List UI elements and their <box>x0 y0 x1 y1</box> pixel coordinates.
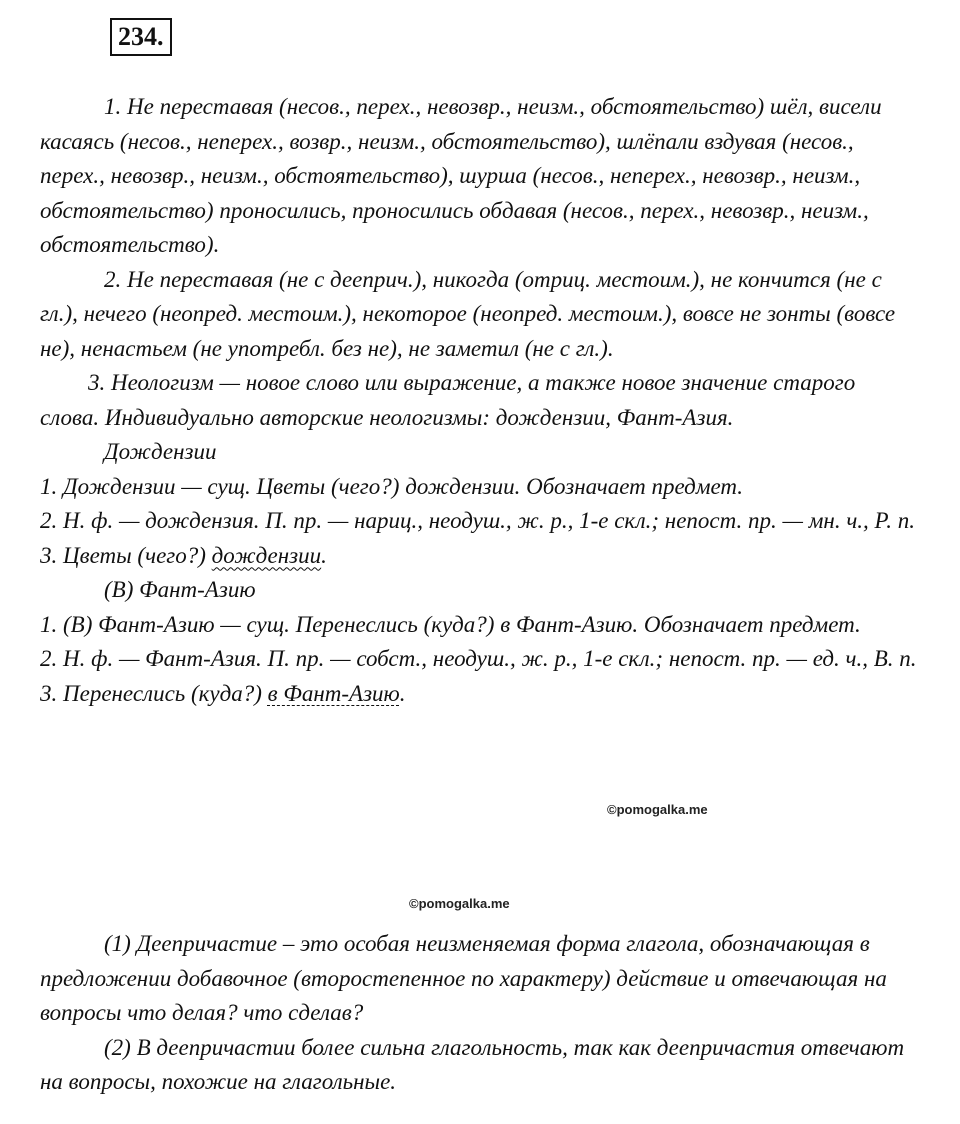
analysis2-heading: (В) Фант-Азию <box>104 577 256 602</box>
main-text <box>40 90 920 711</box>
analysis1-line3 <box>40 539 920 574</box>
section1-para3: 3. Неологизм — новое слово или выражение, а также новое значение старого слова. Индивидуально авторские неологизмы: дождензии, Фант-Азия. <box>40 370 856 430</box>
exercise-number-box <box>110 18 172 56</box>
exercise-number-dot: . <box>157 22 164 51</box>
analysis2-line3 <box>40 677 920 712</box>
analysis1-heading: Дождензии <box>104 439 217 464</box>
analysis2-line3-suffix: . <box>399 680 406 706</box>
analysis2-line3-word: в Фант-Азию <box>267 680 400 706</box>
analysis2-line2: 2. Н. ф. — Фант-Азия. П. пр. — собст., неодуш., ж. р., 1-е скл.; непост. пр. — ед. ч., В. п. <box>40 646 917 671</box>
watermark-2: ©pomogalka.me <box>409 896 510 911</box>
exercise-number: 234 <box>118 22 157 51</box>
analysis1-line1: 1. Дождензии — сущ. Цветы (чего?) дождензии. Обозначает предмет. <box>40 473 744 499</box>
section2-para1: (1) Деепричастие – это особая неизменяемая форма глагола, обозначающая в предложении добавочное (второстепенное по характеру) действие и отвечающая на вопросы что делая? что сделав? <box>40 931 887 1025</box>
analysis1-line2: 2. Н. ф. — дождензия. П. пр. — нариц., неодуш., ж. р., 1-е скл.; непост. пр. — мн. ч., Р. п. <box>40 508 916 533</box>
definitions-text <box>40 927 920 1100</box>
section1-para1: 1. Не переставая (несов., перех., невозвр., неизм., обстоятельство) шёл, висели касаясь (несов., неперех., возвр., неизм., обстоятельство), шлёпали вздувая (несов., перех., невозвр., неизм., обстоятельство), шурша (несов., неперех., невозвр., неизм., обстоятельство) проносились, проносились обдавая (несов., перех., невозвр., неизм., обстоятельство). <box>40 94 882 257</box>
analysis2-line3-prefix: 3. Перенеслись (куда?) <box>40 680 268 706</box>
analysis1-line3-prefix: 3. Цветы (чего?) <box>40 542 212 568</box>
watermark-1: ©pomogalka.me <box>607 802 708 817</box>
section1-para2: 2. Не переставая (не с дееприч.), никогда (отриц. местоим.), не кончится (не с гл.), нечего (неопред. местоим.), некоторое (неопред. местоим.), вовсе не зонты (вовсе не), ненастьем (не употребл. без не), не заметил (не с гл.). <box>40 266 896 361</box>
analysis1-line3-word: дождензии <box>211 542 322 568</box>
analysis2-line1: 1. (В) Фант-Азию — сущ. Перенеслись (куда?) в Фант-Азию. Обозначает предмет. <box>40 611 861 637</box>
analysis1-line3-suffix: . <box>321 542 327 568</box>
section2-para2: (2) В деепричастии более сильна глагольность, так как деепричастия отвечают на вопросы, похожие на глагольные. <box>40 1034 905 1094</box>
